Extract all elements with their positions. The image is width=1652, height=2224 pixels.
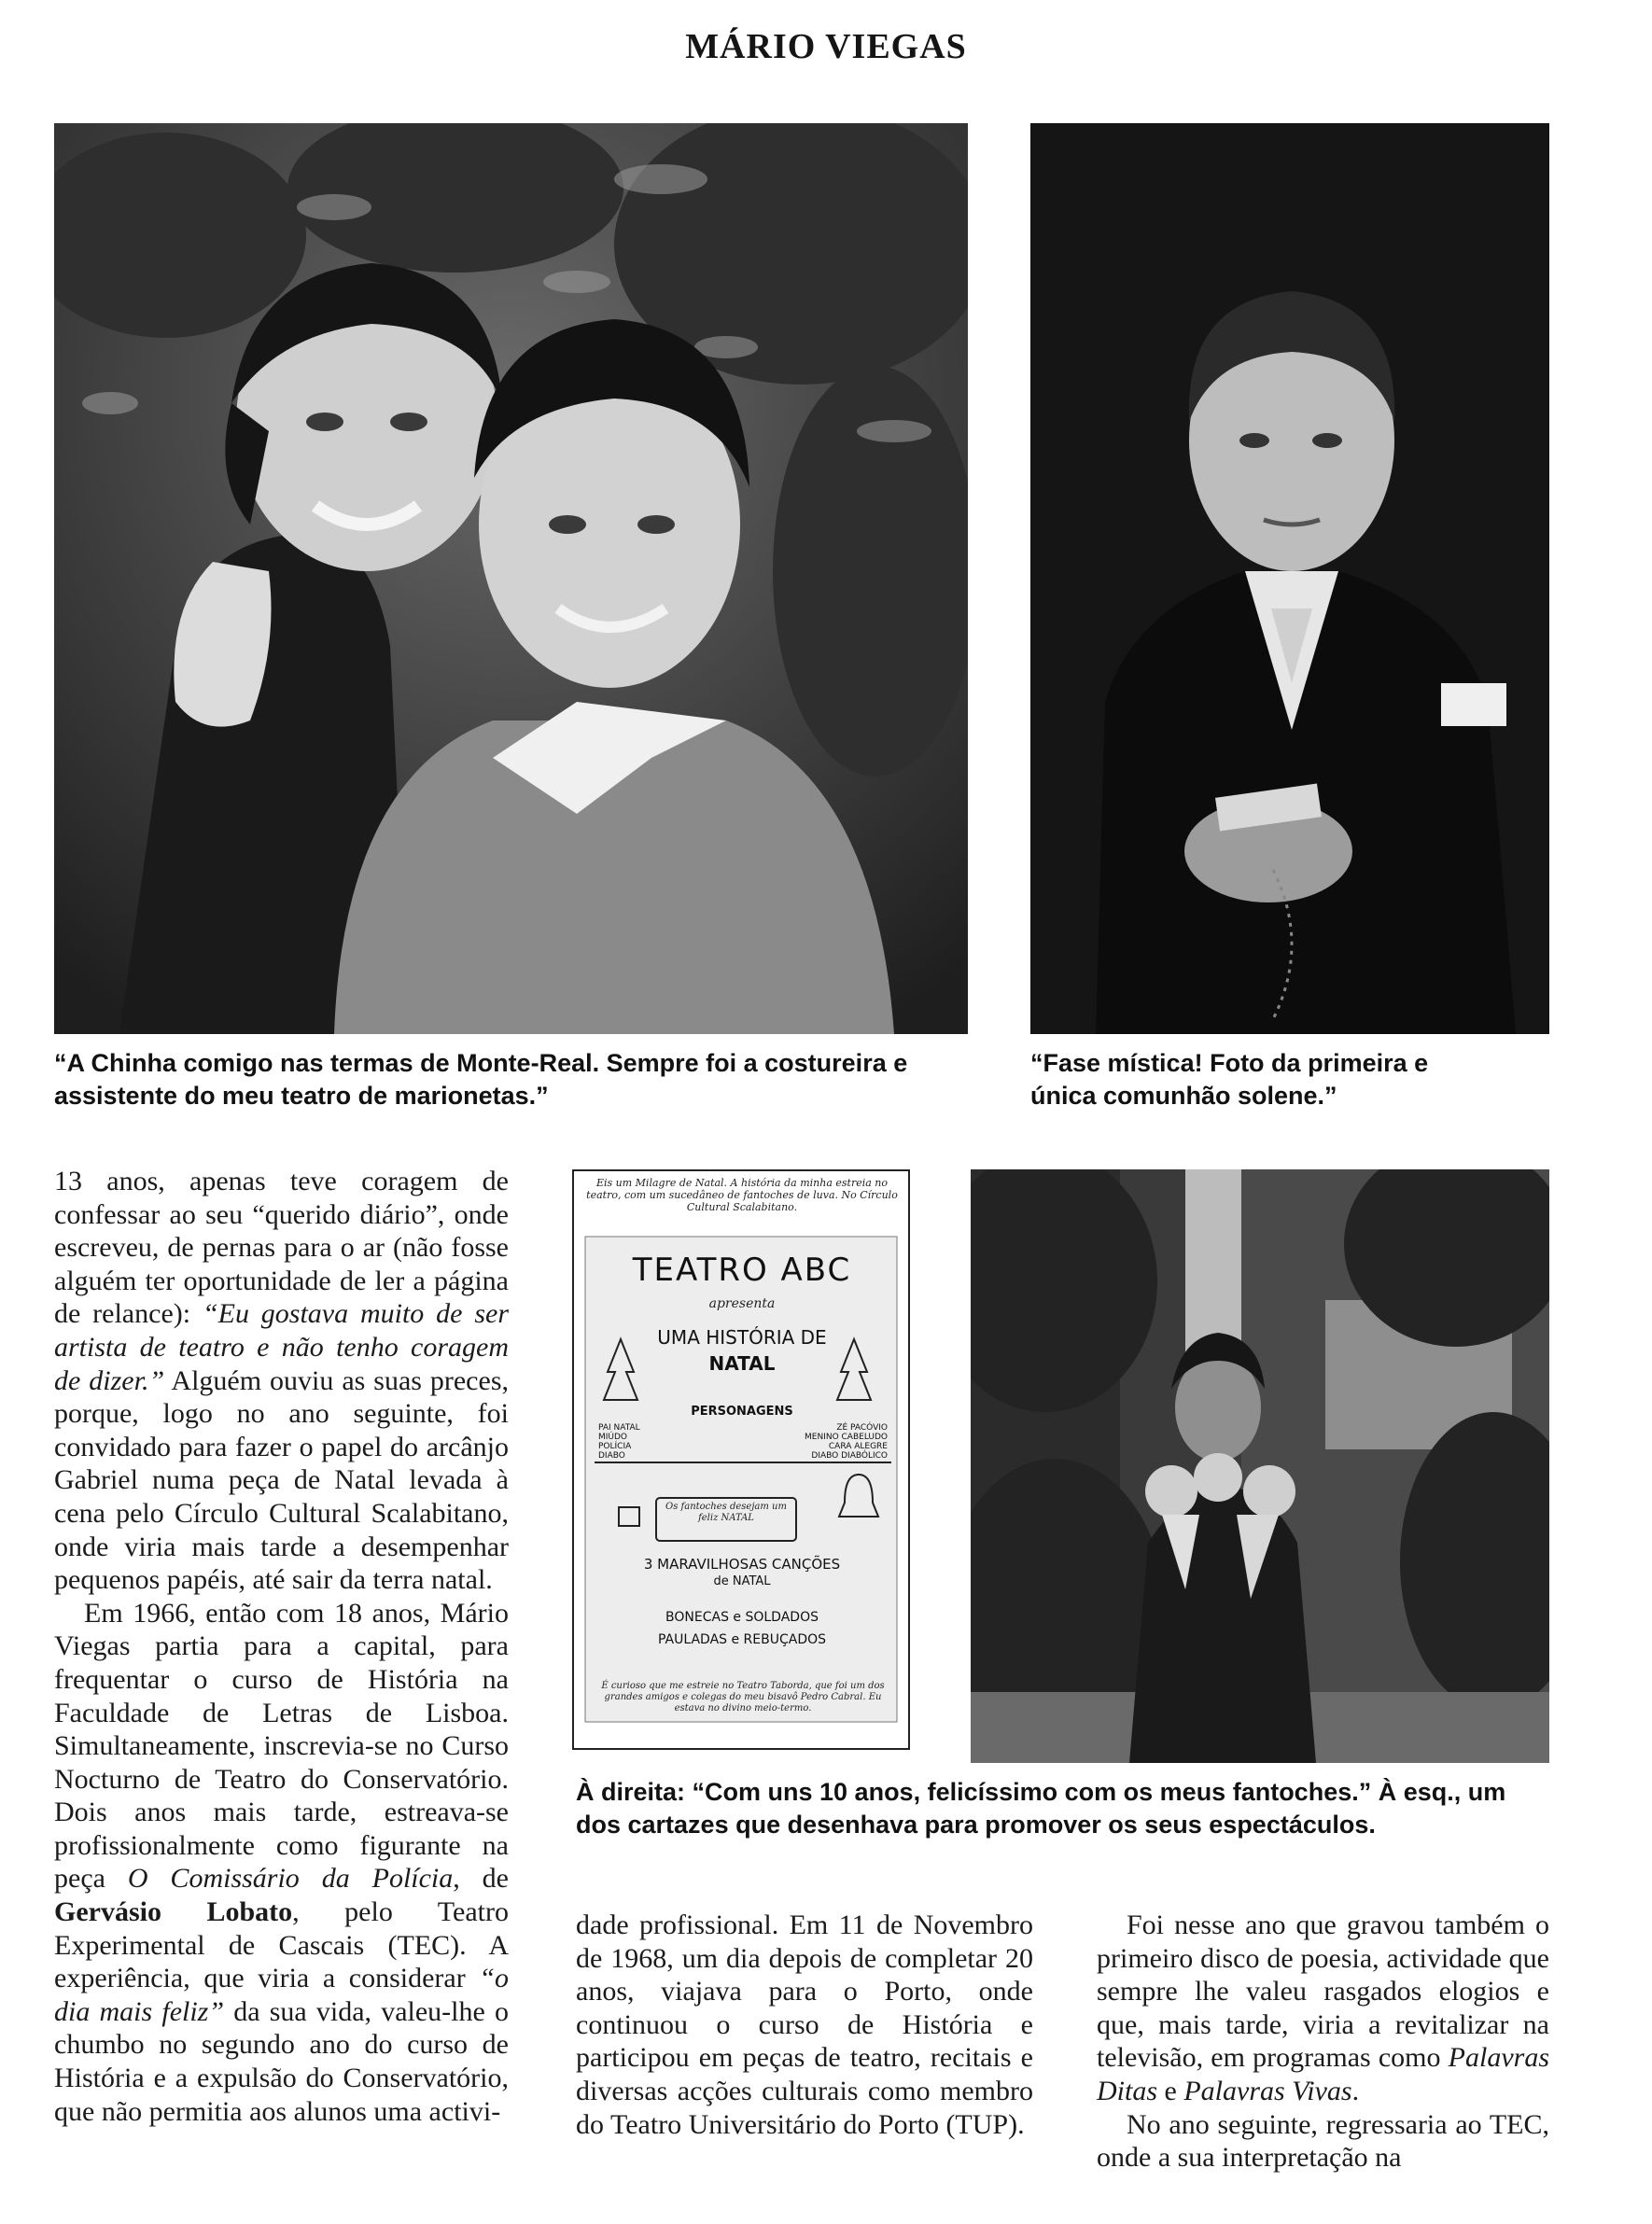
text-run: 13 anos, apenas teve coragem de confessar ao seu “querido diário”, onde escreveu, de pernas para o ar (não fosse alguém ter oportunidade de ler a página de relance):: [54, 1166, 509, 1330]
text-run: , pelo Teatro Experimental de Cascais (TEC). A experiência, que viria a considerar: [54, 1896, 509, 1994]
column-left: [54, 1165, 509, 2128]
text-run: da sua vida, valeu-lhe o chumbo no segundo ano do curso de História e a expulsão do Conservatório, que não permitia aos alunos uma activi-: [54, 1995, 509, 2127]
caption-photo-left: “A Chinha comigo nas termas de Monte-Real. Sempre foi a costureira e assistente do meu teatro de marionetas.”: [54, 1049, 908, 1110]
text-run: .: [1351, 2075, 1360, 2106]
poster-wishes: Os fantoches desejam um feliz NATAL: [665, 1502, 787, 1523]
page-title: MÁRIO VIEGAS: [685, 27, 967, 66]
text-run: Foi nesse ano que gravou também o primeiro disco de poesia, actividade que sempre lhe valeu rasgados elogios e que, mais tarde, viria a revitalizar na televisão, em programas como: [1097, 1909, 1549, 2074]
poster-extras-2: PAULADAS e REBUÇADOS: [657, 1632, 827, 1647]
paragraph: dade profissional. Em 11 de Novembro de 1968, um dia depois de completar 20 anos, viajava para o Porto, onde continuou o curso de História e participou em peças de teatro, recitais e diversas acções culturais como membro do Teatro Universitário do Porto (TUP).: [576, 1909, 1033, 2140]
tv-show-title: Palavras Vivas: [1183, 2075, 1352, 2106]
poster-character-left: POLÍCIA: [598, 1442, 632, 1451]
paragraph: No ano seguinte, regressaria ao TEC, onde a sua interpretação na: [1097, 2108, 1549, 2174]
photo-first-communion: [1030, 123, 1549, 1034]
paragraph: [54, 1165, 509, 1597]
poster-extras-1: BONECAS e SOLDADOS: [665, 1610, 819, 1625]
poster-teatro-abc: [572, 1169, 910, 1750]
poster-songs-1: 3 MARAVILHOSAS CANÇÕES: [643, 1556, 841, 1573]
poster-character-left: MIÚDO: [598, 1433, 628, 1442]
column-right: [1097, 1909, 1549, 2175]
poster-character-left: PAI NATAL: [598, 1423, 640, 1433]
text-run: Em 1966, então com 18 anos, Mário Viegas partia para a capital, para frequentar o curso de História na Faculdade de Letras de Lisboa. Simultaneamente, inscrevia-se no Curso Nocturno de Teatro do Conservatório. Dois anos mais tarde, estreava-se profissionalmente como figurante na peça: [54, 1597, 509, 1895]
tv-show-title: Palavras Ditas: [1097, 2042, 1549, 2106]
text-run: , de: [453, 1863, 509, 1895]
author-name: Gervásio Lobato: [54, 1896, 293, 1928]
poster-characters-list: [598, 1423, 888, 1461]
poster-play-title-1: UMA HISTÓRIA DE: [657, 1326, 827, 1349]
poster-character-right: DIABO DIABÓLICO: [811, 1451, 888, 1461]
poster-songs-2: de NATAL: [713, 1574, 771, 1588]
column-middle: [576, 1909, 1033, 2141]
poster-character-right: CARA ALEGRE: [828, 1442, 888, 1451]
caption-middle: À direita: “Com uns 10 anos, felicíssimo com os meus fantoches.” À esq., um dos cartazes que desenhava para promover os seus espectáculos.: [576, 1778, 1506, 1839]
poster-character-right: MENINO CABELUDO: [805, 1433, 888, 1442]
diary-quote: “Eu gostava muito de ser artista de teatro e não tenho coragem de dizer.”: [54, 1298, 509, 1396]
paragraph: [1097, 1909, 1549, 2108]
poster-characters-heading: PERSONAGENS: [691, 1405, 793, 1419]
poster-title: TEATRO ABC: [632, 1252, 852, 1289]
poster-character-left: DIABO: [598, 1451, 625, 1461]
caption-photo-right: “Fase mística! Foto da primeira e única comunhão solene.”: [1030, 1049, 1429, 1110]
text-run: Alguém ouviu as suas preces, porque, logo no ano seguinte, foi convidado para fazer o papel do arcânjo Gabriel numa peça de Natal levada à cena pelo Círculo Cultural Scalabitano, onde viria mais tarde a desempenhar pequenos papéis, até sair da terra natal.: [54, 1364, 509, 1596]
photo-boy-with-puppets: [971, 1169, 1549, 1763]
poster-bottom-note: É curioso que me estreie no Teatro Taborda, que foi um dos grandes amigos e colegas do meu bisavô Pedro Cabral. Eu estava no divino meio-termo.: [601, 1681, 885, 1713]
poster-character-right: ZÉ PACÓVIO: [836, 1423, 888, 1433]
paragraph: [54, 1597, 509, 2129]
happiest-day-quote: “o dia mais feliz”: [54, 1963, 509, 2027]
text-run: e: [1157, 2075, 1184, 2106]
play-title: O Comissário da Polícia: [127, 1863, 454, 1895]
poster-presents: apresenta: [708, 1296, 776, 1311]
photo-children-monte-real: [54, 123, 968, 1034]
poster-play-title-2: NATAL: [708, 1352, 776, 1375]
poster-top-note: Eis um Milagre de Natal. A história da minha estreia no teatro, com um sucedâneo de fantoches de luva. No Círculo Cultural Scalabitano.: [586, 1177, 898, 1213]
